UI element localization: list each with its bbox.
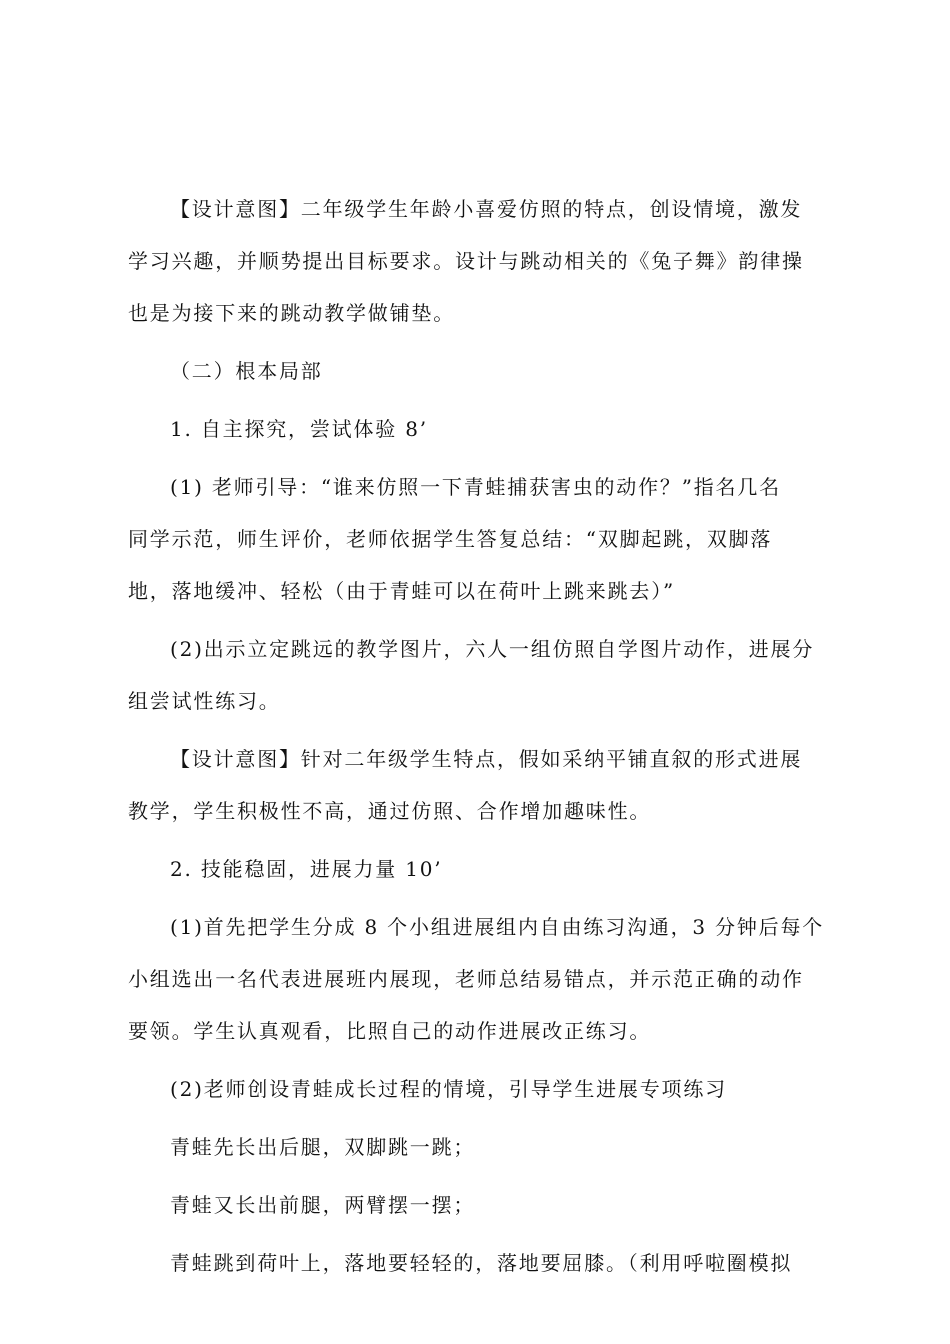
text-line: 学习兴趣，并顺势提出目标要求。设计与跳动相关的《兔子舞》韵律操 <box>128 249 804 273</box>
text-line: 青蛙又长出前腿，两臂摆一摆； <box>170 1193 476 1217</box>
text-line: 青蛙先长出后腿，双脚跳一跳； <box>170 1135 476 1159</box>
paragraph <box>128 345 830 397</box>
paragraph <box>128 733 830 837</box>
paragraph <box>128 1121 830 1173</box>
text-line: (1)首先把学生分成 8 个小组进展组内自由练习沟通，3 分钟后每个 <box>170 915 825 939</box>
text-line: （二）根本局部 <box>170 359 323 383</box>
text-line: 同学示范，师生评价，老师依据学生答复总结：“双脚起跳，双脚落 <box>128 527 773 551</box>
text-line: (2)老师创设青蛙成长过程的情境，引导学生进展专项练习 <box>170 1077 727 1101</box>
text-line: 【设计意图】二年级学生年龄小喜爱仿照的特点，创设情境，激发 <box>170 197 803 221</box>
paragraph <box>128 403 830 455</box>
text-line: 也是为接下来的跳动教学做铺垫。 <box>128 301 455 325</box>
text-line: 教学，学生积极性不高，通过仿照、合作增加趣味性。 <box>128 799 652 823</box>
text-line: 青蛙跳到荷叶上，落地要轻轻的，落地要屈膝。（利用呼啦圈模拟 <box>170 1251 793 1275</box>
text-line: 要领。学生认真观看，比照自己的动作进展改正练习。 <box>128 1019 652 1043</box>
text-line: (2)出示立定跳远的教学图片，六人一组仿照自学图片动作，进展分 <box>170 637 815 661</box>
text-line: 组尝试性练习。 <box>128 689 281 713</box>
paragraph <box>128 461 830 617</box>
text-line: (1) 老师引导：“谁来仿照一下青蛙捕获害虫的动作？”指名几名 <box>170 475 781 499</box>
paragraph <box>128 183 830 339</box>
text-line: 2. 技能稳固，进展力量 10’ <box>170 857 443 881</box>
paragraph <box>128 1063 830 1115</box>
paragraph <box>128 901 830 1057</box>
text-line: 1. 自主探究，尝试体验 8’ <box>170 417 428 441</box>
paragraph <box>128 1179 830 1231</box>
paragraph <box>128 843 830 895</box>
text-line: 地，落地缓冲、轻松（由于青蛙可以在荷叶上跳来跳去）” <box>128 579 676 603</box>
document-page <box>128 183 830 1295</box>
paragraph <box>128 623 830 727</box>
paragraph <box>128 1237 830 1289</box>
text-line: 【设计意图】针对二年级学生特点，假如采纳平铺直叙的形式进展 <box>170 747 803 771</box>
text-line: 小组选出一名代表进展班内展现，老师总结易错点，并示范正确的动作 <box>128 967 804 991</box>
